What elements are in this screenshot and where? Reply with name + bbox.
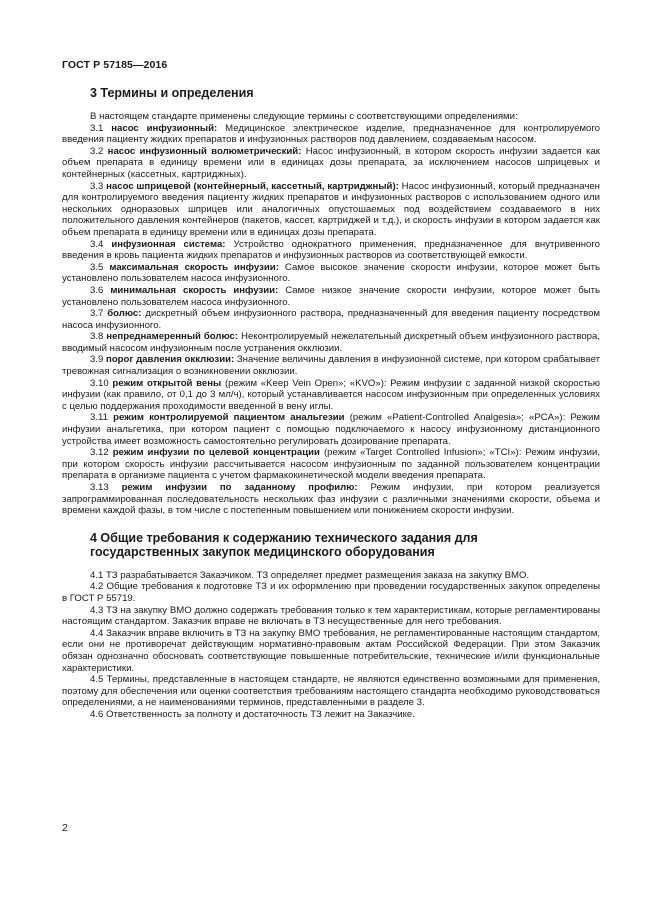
term-name: максимальная скорость инфузии: [109,261,279,273]
term-text: Самое низкое значение скорости инфузии, которое может быть установлено пользователем насоса инфузионного. [62,284,600,308]
term-name: инфузионная система: [111,238,226,250]
term-text: Медицинское электрическое изделие, предназначенное для контролируемого введения пациенту жидких препаратов и инфузионных растворов под давлением, создаваемым насосом. [62,122,601,146]
term-name: режим инфузии по целевой концентрации [112,447,320,459]
term-definition [62,331,600,354]
term-text: Насос инфузионный, в котором скорость инфузии задается как объем препарата в единицу времени или в единицах дозы препарата, за исключением насосов шприцевых и контейнерных (кассетных, картриджных). [62,145,600,180]
term-number: 3.6 [90,284,104,296]
term-number: 3.5 [90,261,104,273]
term-text: дискретный объем инфузионного раствора, предназначенный для введения пациенту посредством насоса инфузионного. [62,308,601,331]
term-text: (режим «Patient-Controlled Analgesia»; «PCA»): Режим инфузии анальгетика, при котором пациент с помощью подключаемого к насосу инфузионному дистанционного устройства имеет возможность самостоятельно регулировать дозирование препарата. [62,412,600,447]
requirement-paragraph: 4.4 Заказчик вправе включить в ТЗ на закупку ВМО требования, не регламентированные настоящим стандартом, если они не противоречат действующим нормативно-правовым актам Российской Федерации. При этом Заказчик обязан однозначно обосновать соответствующие повышенные потребительские, технические и/или функциональные характеристики. [62,627,600,674]
term-name: насос шприцевой (контейнерный, кассетный, картриджный): [106,180,399,192]
term-number: 3.10 [90,377,109,389]
term-definition [62,181,600,239]
requirement-paragraph: 4.1 ТЗ разрабатывается Заказчиком. ТЗ определяет предмет размещения заказа на закупку ВМО. [90,569,530,581]
term-number: 3.11 [90,412,108,424]
document-body [62,86,600,721]
term-name: насос инфузионный волюметрический: [107,145,302,157]
term-number: 3.4 [90,238,104,250]
requirement-paragraph: 4.5 Термины, представленные в настоящем стандарте, не являются единственно возможными для применения, поэтому для обеспечения или оценки соответствия требованиям настоящего стандарта необходимо руководствоваться определениями, а не наименованиями терминов, представленными в разделе 3. [62,674,600,709]
requirement-paragraph: 4.3 ТЗ на закупку ВМО должно содержать требования только к тем характеристикам, которые регламентированы настоящим стандартом. Заказчик вправе не включать в ТЗ несущественные для него требования. [62,604,600,628]
term-text: Самое высокое значение скорости инфузии, которое может быть установлено пользователем насоса инфузионного. [62,261,601,285]
term-definition [62,482,600,517]
term-text: Значение величины давления в инфузионной системе, при котором срабатывает тревожная сигнализация о возникновении окклюзии. [62,354,600,378]
term-definition [62,412,600,447]
page-number: 2 [62,822,68,834]
section-3-intro: В настоящем стандарте применены следующие термины с соответствующими определениями: [90,111,518,122]
term-text: Устройство однократного применения, предназначенное для внутривенного введения в кровь пациента жидких препаратов и инфузионных растворов из соответствующей емкости. [62,238,600,262]
term-text: Режим инфузии, при котором реализуется запрограммированная последовательность нескольких фаз инфузии с различными значениями скорости, объема и времени каждой фазы, в том числе с постепенным повышением или понижением скорости инфузии. [62,482,600,517]
term-number: 3.12 [90,447,109,459]
term-name: непреднамеренный болюс: [106,331,239,343]
term-name: насос инфузионный: [111,122,218,134]
term-number: 3.2 [90,145,104,157]
term-number: 3.3 [90,180,104,192]
term-name: болюс: [107,308,142,320]
term-name: режим инфузии по заданному профилю: [121,482,358,493]
term-definition [62,447,600,482]
term-number: 3.1 [90,122,104,134]
term-definition [62,378,600,413]
term-definition [62,308,600,331]
term-definition [62,239,600,262]
term-name: минимальная скорость инфузии: [110,284,279,296]
requirement-paragraph: 4.2 Общие требования к подготовке ТЗ и их оформлению при проведении государственных закупок определены в ГОСТ Р 55719. [62,581,600,604]
term-name: режим контролируемой пациентом анальгезии [113,412,345,424]
term-number: 3.8 [90,331,104,343]
term-definition [62,123,600,146]
document-standard-id: ГОСТ Р 57185—2016 [62,59,168,71]
term-name: режим открытой вены [112,377,222,389]
term-number: 3.7 [90,308,104,320]
term-definition [62,354,600,377]
term-number: 3.13 [90,482,109,493]
section-3-title: 3 Термины и определения [90,86,254,100]
section-4-title: 4 Общие требования к содержанию технического задания для государственных закупок медицинского оборудования [90,530,478,559]
term-text: (режим «Keep Vein Open»; «KVO»): Режим инфузии с заданной низкой скоростью инфузии (как правило, от 0,1 до 3 мл/ч), который устанавливается насосом инфузионным при определенных условиях с целью поддержания проходимости введенной в вену иглы. [62,377,601,412]
requirement-paragraph: 4.6 Ответственность за полноту и достаточность ТЗ лежит на Заказчике. [90,708,415,720]
term-definition [62,285,600,308]
term-text: Неконтролируемый нежелательный дискретный объем инфузионного раствора, вводимый насосом инфузионным после устранения окклюзии. [62,331,600,354]
terms-list [62,123,600,517]
term-text: Насос инфузионный, который предназначен для контролируемого введения пациенту жидких препаратов и инфузионных растворов с использованием одного или нескольких одноразовых шприцев или аналогичных опустошаемых под воздействием создаваемого в них положительного давления контейнеров (пакетов, кассет, картриджей и т.д.), и скорость инфузии в котором задается как объем препарата в единицу времени или в единицах дозы препарата. [62,180,600,238]
requirements-list [62,570,600,721]
term-name: порог давления окклюзии: [106,354,235,366]
term-number: 3.9 [90,354,104,366]
term-definition [62,262,600,285]
term-definition [62,146,600,181]
term-text: (режим «Target Controlled Infusion»; «TCI»): Режим инфузии, при котором скорость инфузии рассчитывается насосом инфузионным по заданной пользователем концентрации препарата в организме пациента с учетом фармакокинетической модели введения препарата. [62,447,600,482]
